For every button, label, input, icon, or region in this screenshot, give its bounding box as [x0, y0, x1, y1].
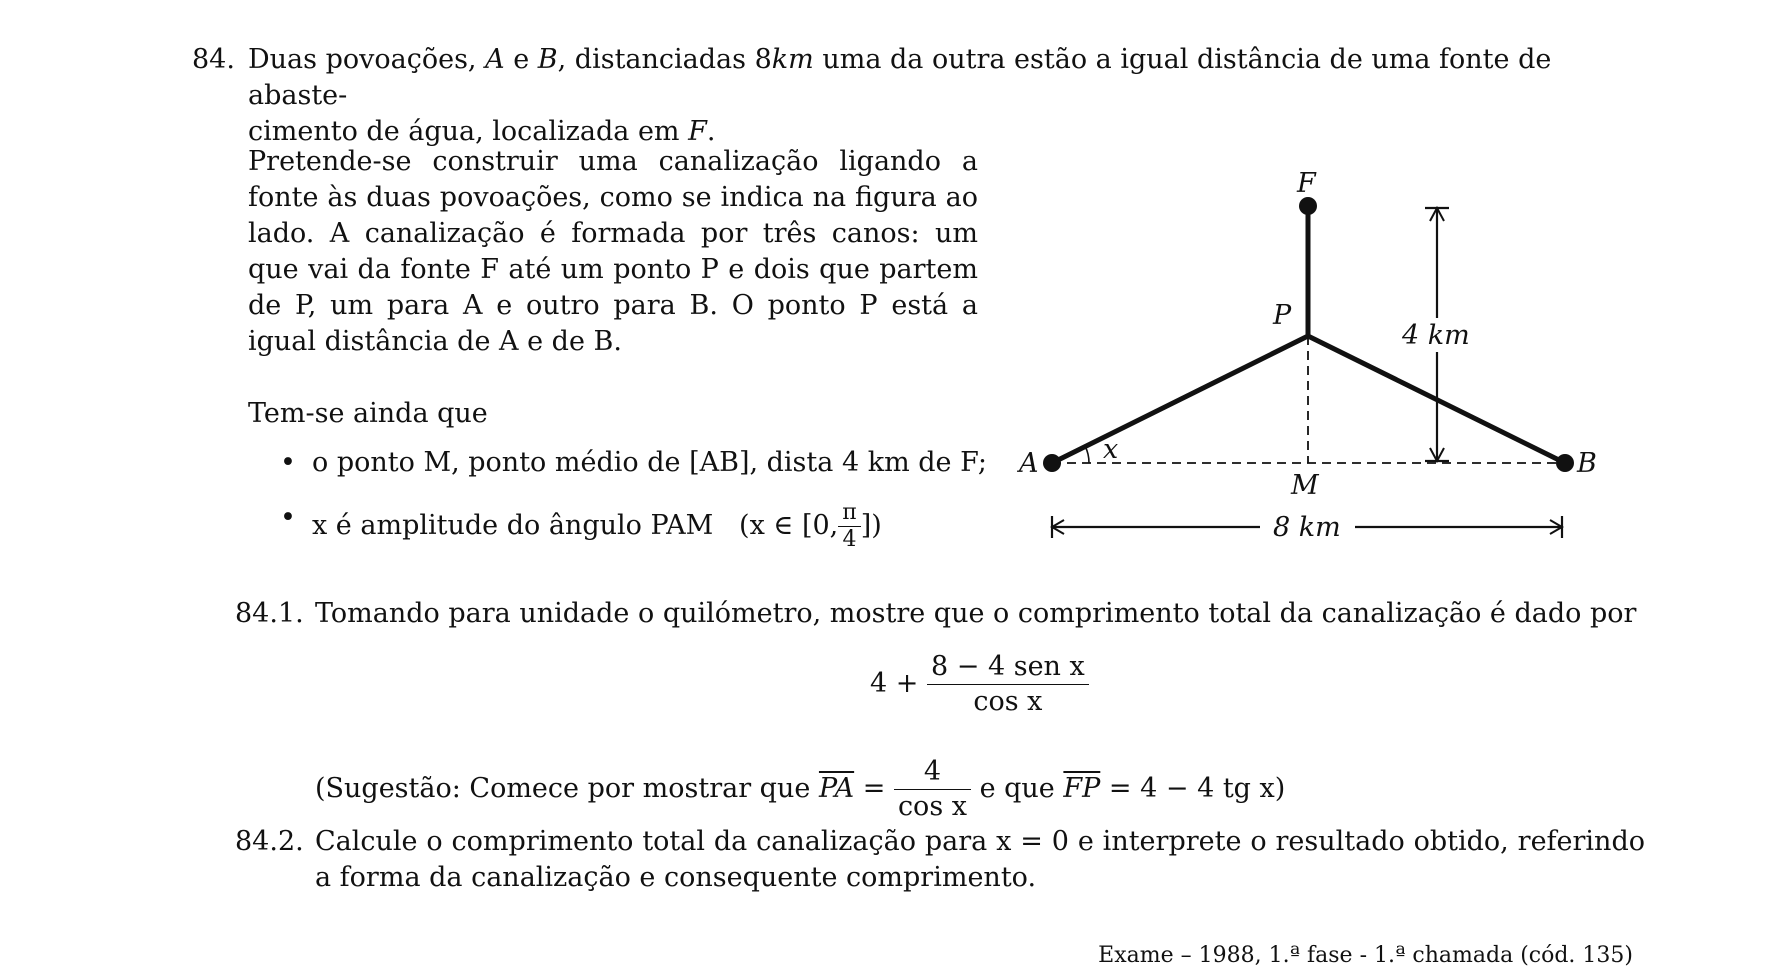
- sub2-text: Calcule o comprimento total da canalização para x = 0 e interprete o resultado obtido, referindo a forma da canalização e consequente comprimento.: [315, 826, 1645, 893]
- problem-number: 84.: [192, 44, 235, 75]
- label-F: F: [1297, 168, 1316, 199]
- sub2-number: 84.2.: [235, 826, 304, 857]
- point-A: [1043, 454, 1061, 472]
- problem-intro: Duas povoações, A e B, distanciadas 8km uma da outra estão a igual distância de uma fonte de abaste- cimento de água, localizada em F.: [248, 44, 1552, 147]
- point-F: [1299, 197, 1317, 215]
- suggestion: (Sugestão: Comece por mostrar que $\overline{PA}$ = $\frac{4}{\text{cos x}}$ e que $\overline{FP} = 4 - 4$ tg x): [315, 756, 1286, 822]
- point-B: [1556, 454, 1574, 472]
- problem-description: Pretende-se construir uma canalização ligando a fonte às duas povoações, como se indica na figura ao lado. A canalização é formada por três canos: um que vai da fonte F até um ponto P e dois que partem de P, um para A e outro para B. O ponto P está a igual distância de A e de B.: [248, 146, 978, 357]
- formula-total-length: 4 + $\frac{\text{8 − 4 sen x}}{\text{cos x}}$: [870, 650, 1089, 719]
- label-P: P: [1273, 300, 1292, 331]
- label-B: B: [1577, 448, 1597, 479]
- label-M: M: [1291, 470, 1319, 501]
- exam-source: Exame – 1988, 1.ª fase - 1.ª chamada (cód. 135): [1098, 943, 1633, 968]
- bullet-angle-text: x é amplitude do ângulo PAM (x ∈ [0, $\frac{\pi}{4}$ ]): [312, 500, 882, 552]
- sub1-number: 84.1.: [235, 598, 304, 629]
- bullet-midpoint-text: o ponto M, ponto médio de [AB], dista 4 km de F;: [312, 447, 987, 478]
- sub1-text: Tomando para unidade o quilómetro, mostre que o comprimento total da canalização é dado por: [315, 598, 1637, 629]
- pipe-PA: [1052, 336, 1308, 463]
- label-dim-8km: 8 km: [1273, 512, 1341, 543]
- label-A: A: [1019, 448, 1039, 479]
- label-x: x: [1103, 434, 1119, 465]
- angle-x-arc: [1085, 446, 1089, 463]
- label-dim-4km: 4 km: [1402, 320, 1470, 351]
- conditions-heading: Tem-se ainda que: [248, 398, 488, 429]
